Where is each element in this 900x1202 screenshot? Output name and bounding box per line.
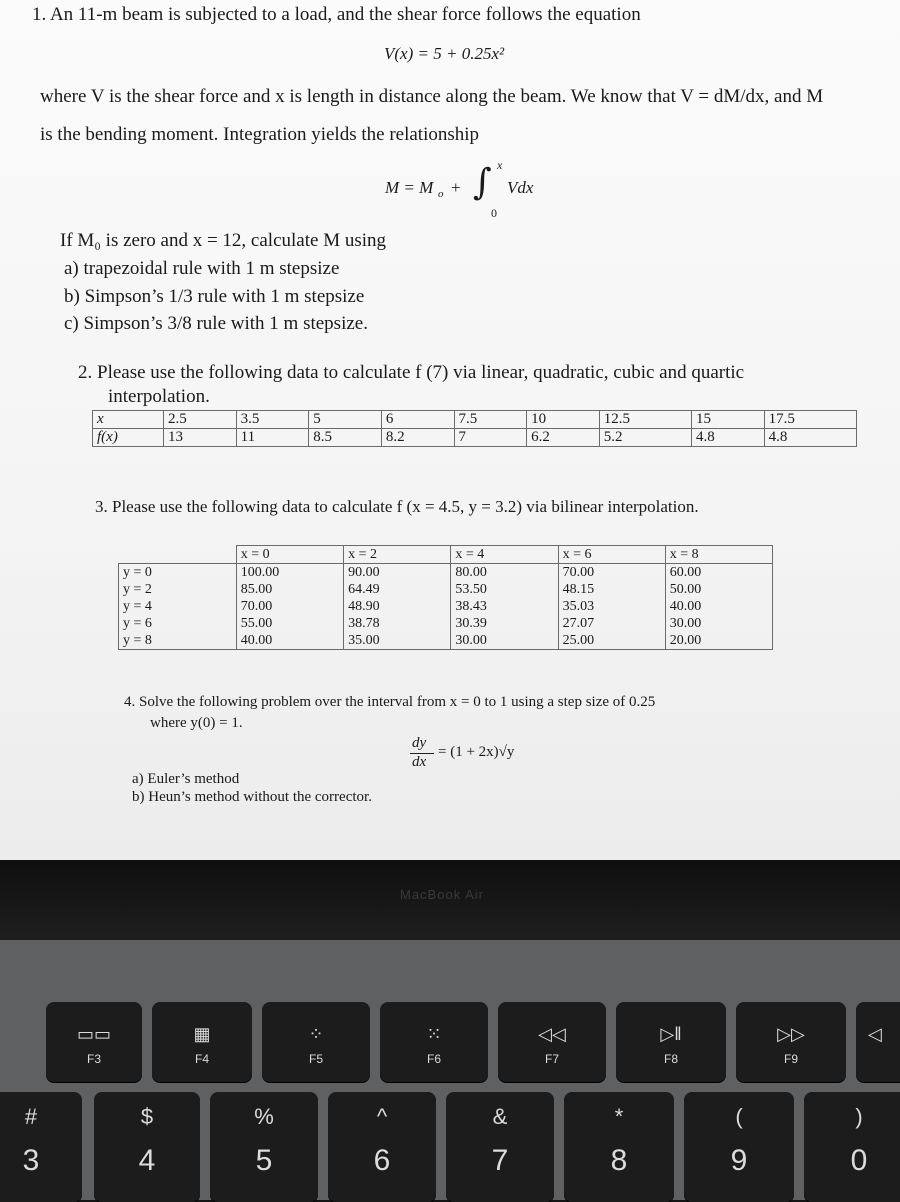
table-cell: 30.00 bbox=[665, 615, 772, 632]
problem1-part-c: c) Simpson’s 3/8 rule with 1 m stepsize. bbox=[64, 313, 368, 334]
problem2-line2: interpolation. bbox=[108, 386, 210, 407]
eq2-lower: 0 bbox=[491, 206, 497, 220]
problem1-part-b: b) Simpson’s 1/3 rule with 1 m stepsize bbox=[64, 286, 365, 307]
table-row bbox=[119, 564, 773, 582]
key-7[interactable] bbox=[446, 1092, 554, 1202]
row-label: y = 8 bbox=[119, 632, 237, 650]
key-label: F8 bbox=[663, 1052, 678, 1066]
table-cell: 48.15 bbox=[558, 581, 665, 598]
problem1-given: If M₀ is zero and x = 12, calculate M using bbox=[60, 230, 387, 251]
key-number: 8 bbox=[610, 1144, 628, 1177]
keyboard bbox=[0, 940, 900, 1200]
table-cell: 53.50 bbox=[451, 581, 558, 598]
cell-fx: 11 bbox=[236, 429, 309, 447]
ode-numerator: dy bbox=[412, 735, 427, 751]
brightness-up-icon: ⁙ bbox=[426, 1024, 442, 1044]
table-cell: 35.00 bbox=[344, 632, 451, 650]
ode-rhs: = (1 + 2x)√y bbox=[438, 744, 515, 760]
table-cell: 38.78 bbox=[344, 615, 451, 632]
launchpad-icon: ▦ bbox=[193, 1024, 211, 1044]
table-cell: 100.00 bbox=[236, 564, 343, 582]
cell-fx: 8.2 bbox=[381, 429, 454, 447]
cell-x: 5 bbox=[309, 411, 382, 429]
ode-denominator: dx bbox=[412, 754, 427, 770]
problem1-line2: where V is the shear force and x is length in distance along the beam. We know that V = dM/dx, and M bbox=[40, 86, 824, 107]
cell-x: 2.5 bbox=[164, 411, 237, 429]
row-label: y = 6 bbox=[119, 615, 237, 632]
problem4-line2: where y(0) = 1. bbox=[150, 715, 243, 731]
table-row bbox=[119, 598, 773, 615]
key-0[interactable] bbox=[804, 1092, 900, 1202]
table-cell: 40.00 bbox=[236, 632, 343, 650]
key-f8[interactable] bbox=[616, 1002, 726, 1082]
table-cell: 50.00 bbox=[665, 581, 772, 598]
table-cell: 35.03 bbox=[558, 598, 665, 615]
table-row-x bbox=[93, 411, 857, 429]
row-label: y = 4 bbox=[119, 598, 237, 615]
row-label-x: x bbox=[93, 411, 164, 429]
table-cell: 30.39 bbox=[451, 615, 558, 632]
table-cell: 38.43 bbox=[451, 598, 558, 615]
eq2-sub: o bbox=[438, 188, 444, 200]
table-row bbox=[119, 615, 773, 632]
mission-control-icon: ▭▭ bbox=[76, 1024, 111, 1044]
key-label: F3 bbox=[86, 1052, 101, 1066]
key-label: F5 bbox=[308, 1052, 323, 1066]
table-row bbox=[119, 632, 773, 650]
eq2-integrand: Vdx bbox=[507, 178, 534, 197]
play-pause-icon: ▷‖ bbox=[660, 1024, 682, 1044]
problem1-line1: 1. An 11-m beam is subjected to a load, and the shear force follows the equation bbox=[32, 4, 641, 25]
col-header: x = 4 bbox=[451, 546, 558, 564]
interpolation-table bbox=[92, 410, 857, 447]
problem1-part-a: a) trapezoidal rule with 1 m stepsize bbox=[64, 258, 340, 279]
table-cell: 30.00 bbox=[451, 632, 558, 650]
volume-icon: ◁ bbox=[868, 1024, 882, 1044]
brightness-down-icon: ⁘ bbox=[308, 1024, 324, 1044]
cell-fx: 6.2 bbox=[527, 429, 600, 447]
table-cell: 85.00 bbox=[236, 581, 343, 598]
integral-sign: ∫ bbox=[473, 162, 492, 203]
key-5[interactable] bbox=[210, 1092, 318, 1202]
key-f9[interactable] bbox=[736, 1002, 846, 1082]
table-cell: 70.00 bbox=[236, 598, 343, 615]
cell-x: 6 bbox=[381, 411, 454, 429]
cell-fx: 5.2 bbox=[599, 429, 691, 447]
cell-x: 10 bbox=[527, 411, 600, 429]
key-number: 4 bbox=[138, 1144, 156, 1177]
bezel-label: MacBook Air bbox=[400, 887, 484, 902]
key-f6[interactable] bbox=[380, 1002, 488, 1082]
col-header: x = 6 bbox=[558, 546, 665, 564]
key-number: 0 bbox=[850, 1144, 868, 1177]
table-row-fx bbox=[93, 429, 857, 447]
row-label: y = 0 bbox=[119, 564, 237, 582]
problem4-part-a: a) Euler’s method bbox=[132, 771, 240, 787]
key-f4[interactable] bbox=[152, 1002, 252, 1082]
key-8[interactable] bbox=[564, 1092, 674, 1202]
key-4[interactable] bbox=[94, 1092, 200, 1202]
key-shift-symbol: ( bbox=[735, 1104, 743, 1129]
cell-x: 12.5 bbox=[599, 411, 691, 429]
row-label-fx: f(x) bbox=[93, 429, 164, 447]
cell-x: 15 bbox=[692, 411, 765, 429]
key-f7[interactable] bbox=[498, 1002, 606, 1082]
eq2-upper: x bbox=[497, 158, 503, 172]
table-row bbox=[119, 581, 773, 598]
cell-fx: 7 bbox=[454, 429, 527, 447]
cell-fx: 8.5 bbox=[309, 429, 382, 447]
key-shift-symbol: ) bbox=[855, 1104, 863, 1129]
bilinear-table bbox=[118, 545, 773, 650]
table-cell: 25.00 bbox=[558, 632, 665, 650]
col-header: x = 8 bbox=[665, 546, 772, 564]
key-shift-symbol: $ bbox=[140, 1104, 154, 1129]
key-number: 7 bbox=[491, 1144, 509, 1177]
rewind-icon: ◁◁ bbox=[538, 1024, 566, 1044]
key-6[interactable] bbox=[328, 1092, 436, 1202]
key-f5[interactable] bbox=[262, 1002, 370, 1082]
key-shift-symbol: ^ bbox=[376, 1104, 388, 1129]
table-cell: 20.00 bbox=[665, 632, 772, 650]
table-cell: 60.00 bbox=[665, 564, 772, 582]
cell-x: 3.5 bbox=[236, 411, 309, 429]
problem1-equation: V(x) = 5 + 0.25x² bbox=[384, 44, 505, 63]
problem3-line1: 3. Please use the following data to calculate f (x = 4.5, y = 3.2) via bilinear interpolation. bbox=[95, 497, 699, 516]
table-cell: 80.00 bbox=[451, 564, 558, 582]
row-label: y = 2 bbox=[119, 581, 237, 598]
problem1-line3: is the bending moment. Integration yields the relationship bbox=[40, 124, 480, 145]
key-number: 6 bbox=[373, 1144, 391, 1177]
cell-fx: 4.8 bbox=[692, 429, 765, 447]
cell-x: 7.5 bbox=[454, 411, 527, 429]
key-3[interactable] bbox=[0, 1092, 82, 1202]
header-row bbox=[119, 546, 773, 564]
col-header: x = 0 bbox=[236, 546, 343, 564]
key-label: F6 bbox=[426, 1052, 441, 1066]
key-label: F4 bbox=[194, 1052, 209, 1066]
key-shift-symbol: % bbox=[254, 1104, 274, 1129]
table-cell: 90.00 bbox=[344, 564, 451, 582]
key-f3[interactable] bbox=[46, 1002, 142, 1082]
cell-fx: 4.8 bbox=[764, 429, 856, 447]
cell-x: 17.5 bbox=[764, 411, 856, 429]
table-cell: 27.07 bbox=[558, 615, 665, 632]
table-cell: 70.00 bbox=[558, 564, 665, 582]
key-9[interactable] bbox=[684, 1092, 794, 1202]
fast-forward-icon: ▷▷ bbox=[777, 1024, 805, 1044]
problem4-part-b: b) Heun’s method without the corrector. bbox=[132, 789, 372, 805]
key-number: 5 bbox=[255, 1144, 273, 1177]
cell-fx: 13 bbox=[164, 429, 237, 447]
key-number: 3 bbox=[22, 1144, 40, 1177]
key-label: F7 bbox=[544, 1052, 559, 1066]
key-f10-partial[interactable] bbox=[856, 1002, 900, 1082]
eq2-left: M = M bbox=[385, 178, 434, 197]
key-shift-symbol: # bbox=[24, 1104, 38, 1129]
key-number: 9 bbox=[730, 1144, 748, 1177]
key-label: F9 bbox=[783, 1052, 798, 1066]
table-cell: 40.00 bbox=[665, 598, 772, 615]
table-cell: 64.49 bbox=[344, 581, 451, 598]
problem4-line1: 4. Solve the following problem over the interval from x = 0 to 1 using a step size of 0.25 bbox=[124, 694, 656, 710]
table-cell: 48.90 bbox=[344, 598, 451, 615]
col-header: x = 2 bbox=[344, 546, 451, 564]
eq2-plus: + bbox=[451, 178, 461, 197]
key-shift-symbol: & bbox=[492, 1104, 508, 1129]
key-shift-symbol: * bbox=[614, 1104, 624, 1129]
table-cell: 55.00 bbox=[236, 615, 343, 632]
problem2-line1: 2. Please use the following data to calculate f (7) via linear, quadratic, cubic and quartic bbox=[78, 362, 745, 383]
